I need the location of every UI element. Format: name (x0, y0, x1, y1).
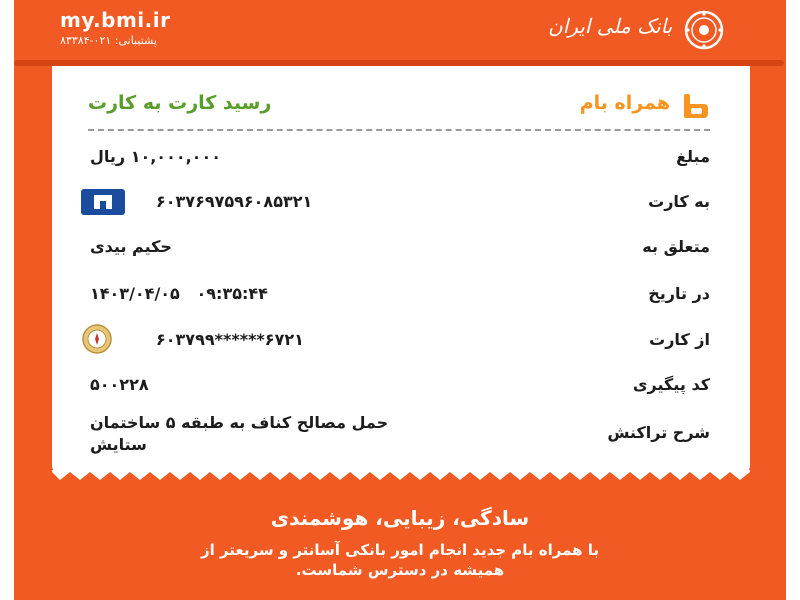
from-card-number: ۶۰۳۷۹۹******۶۷۲۱ (156, 330, 304, 349)
amount-label: مبلغ (676, 147, 710, 166)
tracking-code-label: کد پیگیری (632, 375, 710, 394)
from-card-label: از کارت (649, 330, 710, 349)
divider (88, 129, 710, 131)
tracking-code-value: ۵۰۰۲۲۸ (90, 375, 149, 394)
bam-logo-icon (682, 92, 710, 120)
amount-value: ۱۰,۰۰۰,۰۰۰ ریال (90, 147, 221, 166)
description-label: شرح تراکنش (607, 423, 710, 442)
support-phone: پشتیبانی: ۰۲۱-۸۳۳۸۴ (60, 34, 157, 47)
receipt-torn-edge (52, 470, 750, 480)
to-card-label: به کارت (648, 192, 710, 211)
owner-label: متعلق به (642, 237, 710, 256)
receipt-title: رسید کارت به کارت (88, 92, 272, 114)
description-value: حمل مصالح کناف به طبقه ۵ ساختمان ستایش (90, 413, 389, 454)
bank-name: بانک ملی ایران (548, 14, 673, 38)
site-url[interactable]: my.bmi.ir (60, 8, 171, 32)
card-bank-icon (80, 188, 126, 216)
brand-name: همراه بام (579, 92, 670, 114)
slogan: سادگی، زیبایی، هوشمندی (270, 506, 530, 530)
date-value: ۱۴۰۳/۰۴/۰۵ ۰۹:۳۵:۴۴ (90, 284, 268, 303)
date-label: در تاریخ (648, 284, 710, 303)
bmi-logo-icon (684, 10, 724, 50)
owner-name: حکیم بیدی (90, 237, 172, 256)
to-card-number: ۶۰۳۷۶۹۷۵۹۶۰۸۵۳۲۱ (156, 192, 313, 211)
bmi-seal-icon (82, 324, 112, 354)
promo-text: با همراه بام جدید انجام امور بانکی آسانتر و سریعتر از همیشه در دسترس شماست. (200, 541, 600, 579)
